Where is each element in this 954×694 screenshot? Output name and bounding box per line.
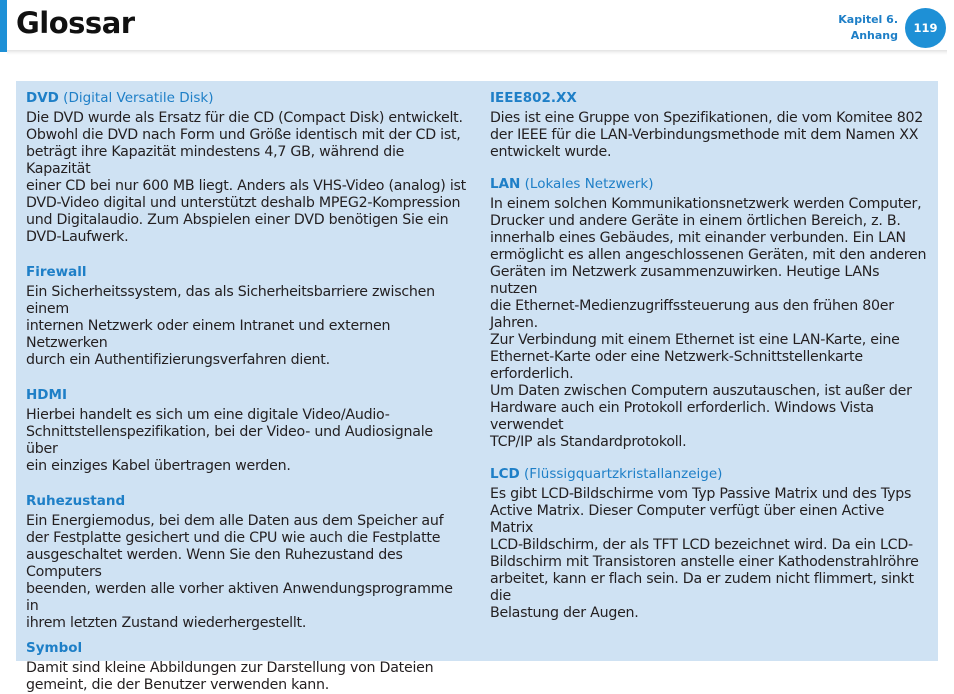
definition-line: beträgt ihre Kapazität mindestens 4,7 GB, während die Kapazität [26,144,405,177]
chapter-label [838,12,898,44]
definition-line: einer CD bei nur 600 MB liegt. Anders als VHS-Video (analog) ist [26,178,466,194]
definition-line: arbeitet, kann er flach sein. Da er zudem nicht flimmert, sinkt die [490,571,914,604]
header-accent-bar [0,0,7,52]
glossary-term [26,386,466,404]
term-name: Ruhezustand [26,493,126,509]
glossary-definition [26,110,466,246]
definition-line: ausgeschaltet werden. Wenn Sie den Ruhezustand des Computers [26,547,403,580]
glossary-entry [26,386,466,475]
definition-line: Drucker und andere Geräte in einem örtlichen Bereich, z. B. [490,213,901,229]
glossary-definition [490,486,930,622]
glossary-column-right [490,89,930,622]
term-expansion: (Flüssigquartzkristallanzeige) [524,466,723,482]
definition-line: gemeint, die der Benutzer verwenden kann. [26,677,330,693]
glossary-definition [26,407,466,475]
glossary-definition [26,284,466,369]
glossary-definition [26,513,466,632]
definition-line: DVD-Laufwerk. [26,229,129,245]
glossary-term [490,465,930,483]
term-name: DVD [26,90,59,106]
page-title: Glossar [16,6,135,40]
glossary-column-left [26,89,466,694]
definition-line: die Ethernet-Medienzugriffssteuerung aus den frühen 80er Jahren. [490,298,894,331]
glossary-entry [26,492,466,632]
glossary-term [490,89,930,107]
term-expansion: (Digital Versatile Disk) [63,90,214,106]
definition-line: Die DVD wurde als Ersatz für die CD (Compact Disk) entwickelt. [26,110,463,126]
definition-line: Um Daten zwischen Computern auszutauschen, ist außer der [490,383,912,399]
definition-line: Ein Sicherheitssystem, das als Sicherheitsbarriere zwischen einem [26,284,435,317]
definition-line: beenden, werden alle vorher aktiven Anwendungsprogramme in [26,581,453,614]
definition-line: durch ein Authentifizierungsverfahren dient. [26,352,330,368]
chapter-number: Kapitel 6. [838,13,898,26]
term-name: Firewall [26,264,87,280]
glossary-entry [26,89,466,246]
definition-line: Ein Energiemodus, bei dem alle Daten aus dem Speicher auf [26,513,444,529]
term-name: Symbol [26,640,83,656]
definition-line: der IEEE für die LAN-Verbindungsmethode mit dem Namen XX [490,127,919,143]
glossary-definition [490,110,930,161]
chapter-name: Anhang [850,29,898,42]
definition-line: entwickelt wurde. [490,144,612,160]
definition-line: ein einziges Kabel übertragen werden. [26,458,291,474]
definition-line: Zur Verbindung mit einem Ethernet ist eine LAN-Karte, eine [490,332,900,348]
header-divider [7,50,947,55]
glossary-panel [16,81,938,693]
definition-line: Hierbei handelt es sich um eine digitale Video/Audio- [26,407,390,423]
definition-line: ermöglicht es allen angeschlossenen Geräten, mit den anderen [490,247,927,263]
glossary-entry [26,639,466,694]
term-name: LCD [490,466,520,482]
definition-line: TCP/IP als Standardprotokoll. [490,434,687,450]
term-name: LAN [490,176,521,192]
definition-line: LCD-Bildschirm, der als TFT LCD bezeichnet wird. Da ein LCD- [490,537,913,553]
definition-line: der Festplatte gesichert und die CPU wie auch die Festplatte [26,530,441,546]
definition-line: DVD-Video digital und unterstützt deshalb MPEG2-Kompression [26,195,461,211]
definition-line: Bildschirm mit Transistoren anstelle einer Kathodenstrahlröhre [490,554,919,570]
glossary-term [490,175,930,193]
page-number-badge: 119 [905,8,946,48]
glossary-term [26,263,466,281]
definition-line: Ethernet-Karte oder eine Netzwerk-Schnittstellenkarte erforderlich. [490,349,863,382]
glossary-entry [490,465,930,622]
term-expansion: (Lokales Netzwerk) [524,176,654,192]
definition-line: Dies ist eine Gruppe von Spezifikationen, die vom Komitee 802 [490,110,924,126]
glossary-definition [26,660,466,694]
definition-line: Es gibt LCD-Bildschirme vom Typ Passive Matrix und des Typs [490,486,912,502]
definition-line: Schnittstellenspezifikation, bei der Video- und Audiosignale über [26,424,433,457]
definition-line: und Digitalaudio. Zum Abspielen einer DVD benötigen Sie ein [26,212,449,228]
glossary-entry [490,175,930,451]
definition-line: internen Netzwerk oder einem Intranet und externen Netzwerken [26,318,391,351]
glossary-term [26,89,466,107]
definition-line: Obwohl die DVD nach Form und Größe identisch mit der CD ist, [26,127,461,143]
definition-line: Active Matrix. Dieser Computer verfügt über einen Active Matrix [490,503,885,536]
glossary-term [26,492,466,510]
term-name: IEEE802.XX [490,90,577,106]
definition-line: Damit sind kleine Abbildungen zur Darstellung von Dateien [26,660,434,676]
definition-line: innerhalb eines Gebäudes, mit einander verbunden. Ein LAN [490,230,906,246]
glossary-entry [490,89,930,161]
glossary-term [26,639,466,657]
definition-line: Geräten im Netzwerk zusammenzuwirken. Heutige LANs nutzen [490,264,880,297]
definition-line: ihrem letzten Zustand wiederhergestellt. [26,615,307,631]
definition-line: Hardware auch ein Protokoll erforderlich. Windows Vista verwendet [490,400,874,433]
glossary-entry [26,263,466,369]
glossary-definition [490,196,930,451]
definition-line: In einem solchen Kommunikationsnetzwerk werden Computer, [490,196,922,212]
term-name: HDMI [26,387,67,403]
definition-line: Belastung der Augen. [490,605,639,621]
